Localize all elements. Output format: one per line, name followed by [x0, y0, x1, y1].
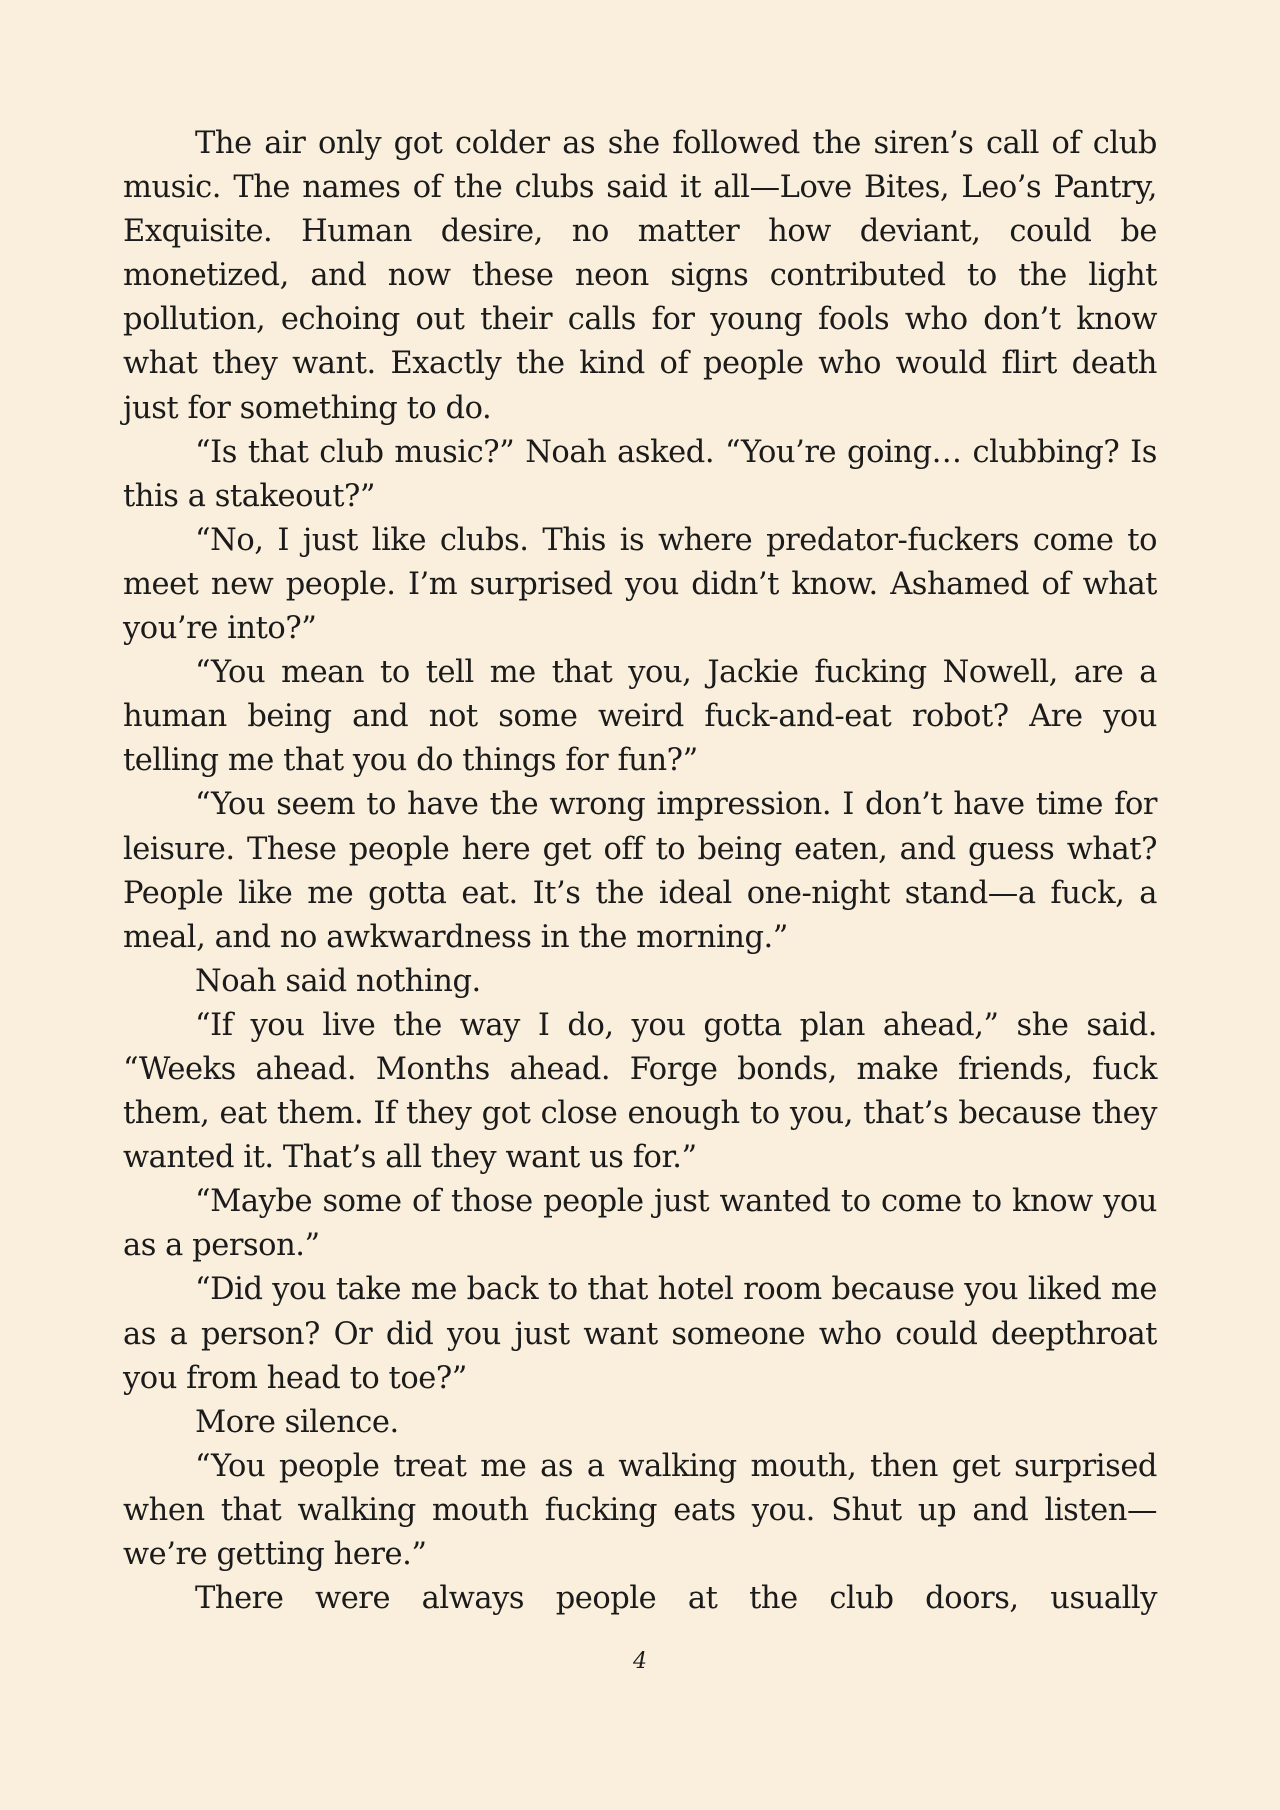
paragraph: The air only got colder as she followed the siren’s call of club music. The names of the clubs said it all—Love Bites, Leo’s Pantry, Exquisite. Human desire, no matter how deviant, could be monetized, and now these neon signs contributed to the light pollution, echoing out their calls for young fools who don’t know what they want. Exactly the kind of people who would flirt death just for something to do. — [123, 126, 1157, 426]
paragraph: “Did you take me back to that hotel room because you liked me as a person? Or did you just want someone who could deepthroat you from head to toe?” — [123, 1272, 1157, 1396]
body-text — [123, 122, 1157, 1621]
paragraph: “You people treat me as a walking mouth, then get surprised when that walking mouth fucking eats you. Shut up and listen—we’re getting here.” — [123, 1448, 1157, 1572]
paragraph: Noah said nothing. — [195, 963, 481, 999]
paragraph: “If you live the way I do, you gotta plan ahead,” she said. “Weeks ahead. Months ahead. Forge bonds, make friends, fuck them, eat them. If they got close enough to you, that’s because they wanted it. That’s all they want us for.” — [123, 1007, 1157, 1176]
paragraph: “You mean to tell me that you, Jackie fucking Nowell, are a human being and not some weird fuck-and-eat robot? Are you telling me that you do things for fun?” — [123, 655, 1157, 779]
paragraph-continued: There were always people at the club doors, usually — [195, 1581, 1157, 1617]
paragraph: “You seem to have the wrong impression. I don’t have time for leisure. These people here get off to being eaten, and guess what? People like me gotta eat. It’s the ideal one-night stand—a fuck, a meal, and no awkwardness in the morning.” — [123, 787, 1157, 955]
paragraph: More silence. — [195, 1404, 399, 1440]
paragraph: “Maybe some of those people just wanted to come to know you as a person.” — [123, 1184, 1157, 1264]
page-number: 4 — [633, 1649, 647, 1674]
paragraph: “No, I just like clubs. This is where predator-fuckers come to meet new people. I’m surprised you didn’t know. Ashamed of what you’re into?” — [123, 522, 1157, 647]
paragraph: “Is that club music?” Noah asked. “You’re going… clubbing? Is this a stakeout?” — [123, 434, 1157, 514]
